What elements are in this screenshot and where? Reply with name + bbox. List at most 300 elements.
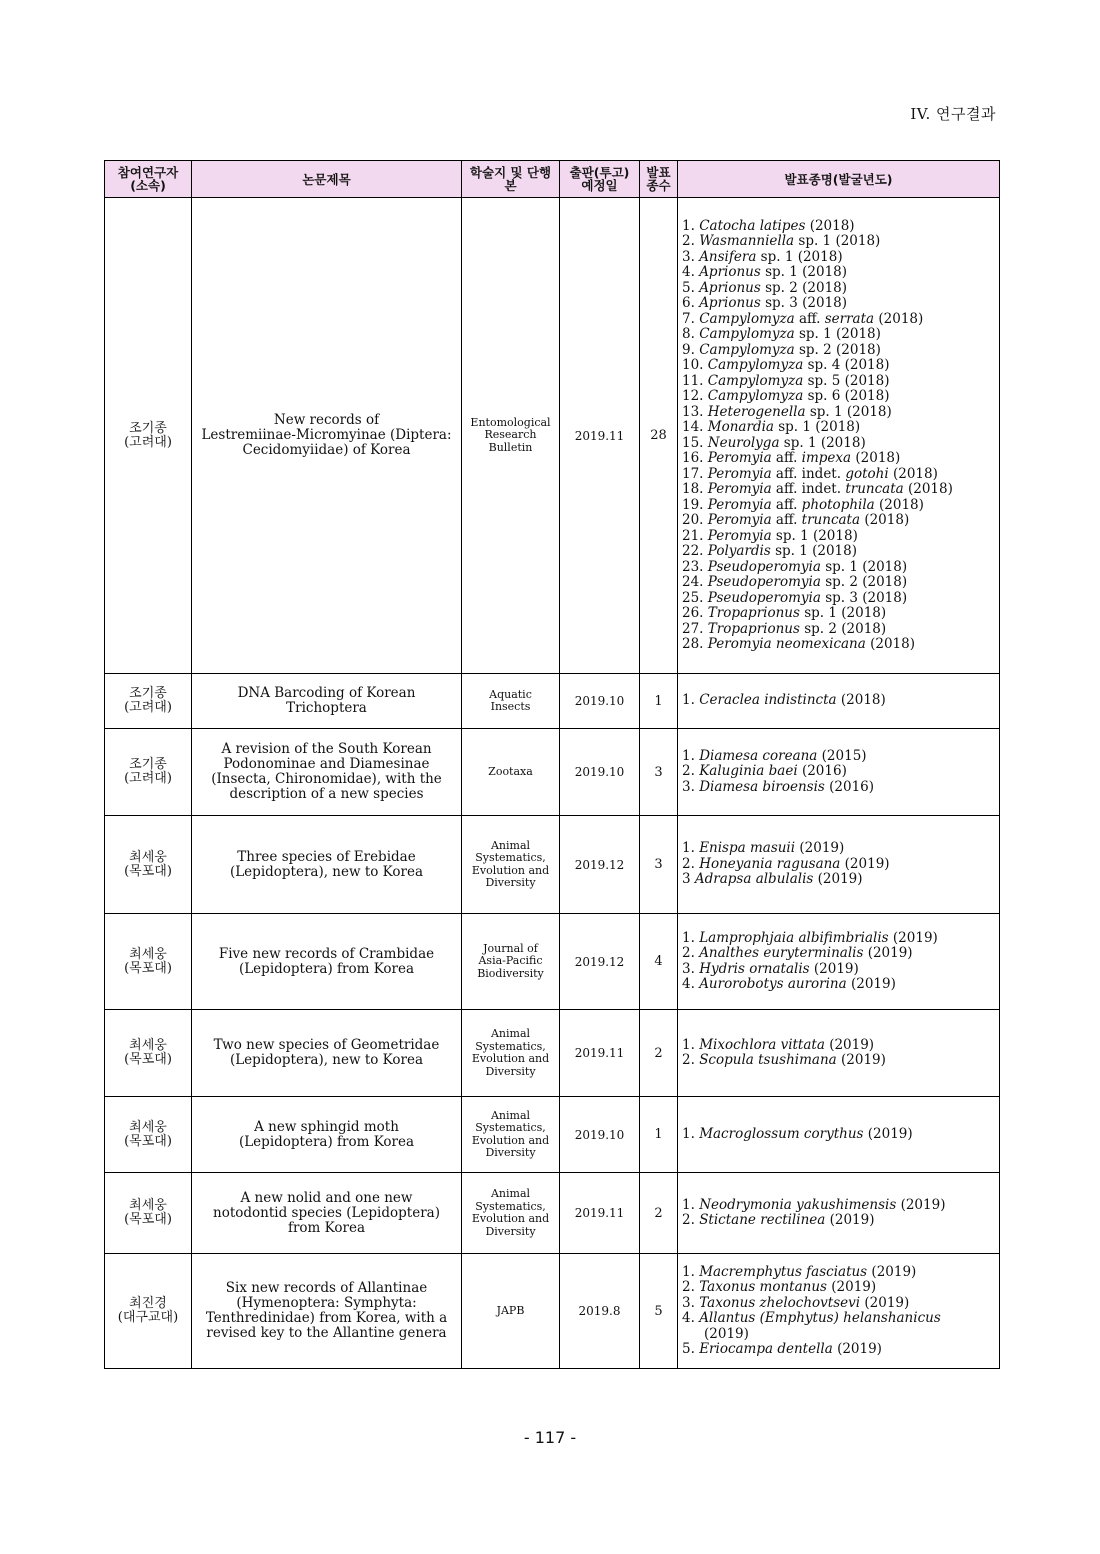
species-num: 28. (682, 636, 704, 652)
researcher-cell-line: (목포대) (124, 1212, 172, 1227)
species-suffix: sp. 1 (2018) (798, 233, 881, 249)
section-header: IV. 연구결과 (910, 105, 996, 123)
journal-cell-line: Evolution and (471, 1212, 550, 1225)
journal-cell-line: Journal of (483, 941, 538, 955)
journal-cell-line: Animal (490, 1108, 531, 1122)
publish-date-cell: 2019.11 (560, 198, 640, 674)
species-name: Aprionus (699, 295, 761, 311)
species-list-cell (678, 674, 1000, 729)
publish-date-cell: 2019.11 (560, 1173, 640, 1254)
paper-title-cell-line: A new sphingid moth (254, 1118, 399, 1135)
species-suffix: (2019) (831, 1279, 877, 1295)
species-name: Kaluginia baei (699, 763, 798, 780)
journal-cell (462, 674, 560, 729)
species-list-cell (678, 1254, 1000, 1369)
journal-cell (462, 914, 560, 1010)
publish-date-cell: 2019.12 (560, 816, 640, 914)
species-suffix: (2019) (704, 1325, 749, 1342)
species-num: 21. (682, 527, 704, 544)
journal-cell (462, 1254, 560, 1369)
species-item (682, 591, 995, 607)
species-name: Tropaprionus (707, 605, 800, 621)
species-suffix: sp. 1 (2018) (809, 403, 892, 420)
species-name: Catocha latipes (699, 217, 806, 234)
species-num: 3. (682, 248, 695, 265)
species-suffix: (2018) (907, 481, 953, 497)
species-mid: aff. indet. (775, 481, 842, 497)
researcher-cell-line: (대구교대) (117, 1310, 179, 1325)
species-item (682, 1038, 995, 1054)
researcher-cell-line: (고려대) (124, 700, 172, 715)
species-suffix: sp. 2 (2018) (825, 574, 908, 590)
table-row (105, 729, 1000, 816)
species-item (682, 374, 995, 390)
species-list-cell (678, 914, 1000, 1010)
journal-cell-line: Evolution and (471, 1133, 550, 1147)
journal-cell-line: Systematics, (475, 1039, 546, 1053)
species-name: Peromyia (707, 450, 772, 466)
species-num: 14. (682, 419, 704, 435)
journal-cell-line: Bulletin (488, 440, 533, 454)
researcher-cell (105, 816, 192, 914)
species-name: Neurolyga (707, 434, 780, 451)
species-item (682, 857, 995, 873)
species-suffix: sp. 1 (2018) (765, 264, 848, 280)
species-mid: aff. (775, 496, 798, 513)
species-item (682, 544, 995, 560)
species-num: 18. (682, 481, 704, 497)
paper-title-cell-line: (Hymenoptera: Symphyta: (236, 1295, 417, 1311)
species-count-cell: 5 (640, 1254, 678, 1369)
species-item (682, 575, 995, 591)
species-suffix: sp. 5 (2018) (807, 372, 890, 389)
column-header: 학술지 및 단행본 (462, 161, 560, 198)
species-num: 1. (682, 1196, 695, 1213)
species-item (682, 436, 995, 452)
journal-cell (462, 816, 560, 914)
column-header: 논문제목 (192, 161, 462, 198)
species-num: 3. (682, 778, 695, 795)
paper-title-cell-line: Tenthredinidae) from Korea, with a (205, 1310, 448, 1326)
species-num: 25. (682, 589, 704, 606)
paper-title-cell-line: from Korea (287, 1219, 365, 1236)
publications-table (104, 160, 1000, 1369)
species-suffix: sp. 3 (2018) (825, 589, 908, 606)
paper-title-cell (192, 729, 462, 816)
species-name: Eriocampa dentella (699, 1341, 833, 1357)
species-suffix: sp. 1 (2018) (825, 558, 908, 575)
species-name: Wasmanniella (699, 233, 795, 249)
species-name: Enispa masuii (699, 840, 796, 857)
species-mid: aff. indet. (775, 465, 842, 482)
species-suffix: (2019) (867, 945, 913, 961)
species-item (682, 296, 995, 312)
species-name: Campylomyza (707, 372, 804, 389)
species-item (682, 1053, 995, 1069)
journal-cell-line: Entomological (470, 415, 551, 429)
species-name: Scopula tsushimana (699, 1052, 837, 1068)
publish-date-cell: 2019.8 (560, 1254, 640, 1369)
researcher-cell (105, 914, 192, 1010)
species-num: 27. (682, 620, 704, 637)
table-row (105, 1010, 1000, 1097)
paper-title-cell-line: Trichoptera (286, 700, 367, 716)
species-suffix: (2018) (892, 465, 938, 482)
researcher-cell (105, 1097, 192, 1173)
species-num: 5. (682, 1341, 695, 1357)
species-num: 2. (682, 945, 695, 961)
species-suffix: sp. 2 (2018) (804, 620, 887, 637)
column-header: 출판(투고) 예정일 (560, 161, 640, 198)
species-count-cell: 2 (640, 1010, 678, 1097)
species-name: Campylomyza (707, 357, 804, 373)
species-item (682, 749, 995, 765)
researcher-cell-line: (목포대) (124, 1052, 172, 1067)
column-header: 발표종명(발굴년도) (678, 161, 1000, 198)
species-num: 24. (682, 574, 704, 590)
species-num: 26. (682, 605, 704, 621)
paper-title-cell (192, 914, 462, 1010)
paper-title-cell (192, 1173, 462, 1254)
species-num: 2. (682, 855, 695, 872)
publish-date-cell: 2019.10 (560, 729, 640, 816)
species-suffix: (2016) (801, 763, 847, 780)
species-name2: truncata (801, 512, 861, 528)
journal-cell-line: Evolution and (471, 1052, 550, 1065)
paper-title-cell-line: (Lepidoptera) from Korea (238, 1133, 415, 1150)
species-name2: gotohi (845, 465, 889, 482)
species-name: Monardia (707, 419, 774, 435)
species-item (682, 420, 995, 436)
species-suffix: sp. 1 (2018) (804, 605, 887, 621)
journal-cell-line: Diversity (485, 1064, 536, 1078)
researcher-cell-line: 조기종 (129, 420, 167, 436)
species-item (682, 343, 995, 359)
species-name: Lamprophjaia albifimbrialis (699, 929, 889, 946)
species-item (682, 872, 995, 888)
researcher-cell-line: 최진경 (129, 1296, 167, 1311)
species-suffix: (2019) (892, 929, 938, 946)
species-suffix: sp. 1 (2018) (783, 434, 866, 451)
species-name: Campylomyza (699, 326, 795, 342)
paper-title-cell-line: Three species of Erebidae (237, 848, 416, 865)
species-num: 13. (682, 403, 704, 420)
species-item (682, 1296, 995, 1312)
publish-date-cell: 2019.10 (560, 1097, 640, 1173)
paper-title-cell-line: Podonominae and Diamesinae (223, 756, 430, 772)
species-num: 17. (682, 465, 704, 482)
paper-title-cell (192, 198, 462, 674)
species-item (682, 451, 995, 467)
paper-title-cell-line: notodontid species (Lepidoptera) (213, 1204, 440, 1221)
species-num: 4. (682, 1310, 695, 1326)
species-name: Campylomyza (699, 341, 795, 358)
journal-cell-line: Zootaxa (488, 764, 533, 778)
species-suffix: sp. 1 (2018) (760, 248, 843, 265)
species-list-cell (678, 1097, 1000, 1173)
researcher-cell-line: 최세웅 (129, 1038, 167, 1053)
species-suffix: sp. 2 (2018) (798, 341, 881, 358)
species-num: 7. (682, 310, 695, 327)
species-item (682, 606, 995, 622)
journal-cell-line: Diversity (485, 1146, 536, 1159)
table-header-row (105, 161, 1000, 198)
species-count-cell: 1 (640, 674, 678, 729)
species-name: Aprionus (699, 264, 761, 280)
species-suffix: (2016) (829, 778, 875, 795)
researcher-cell (105, 1254, 192, 1369)
species-suffix: sp. 1 (2018) (775, 527, 858, 544)
paper-title-cell-line: New records of (273, 412, 380, 428)
species-item (682, 1311, 995, 1342)
species-suffix: (2018) (879, 496, 924, 513)
species-num: 16. (682, 450, 704, 466)
species-suffix: (2019) (864, 1294, 910, 1311)
journal-cell-line: Systematics, (475, 1199, 546, 1213)
species-suffix: (2018) (878, 310, 924, 327)
species-num: 2. (682, 1212, 695, 1228)
species-name: Campylomyza (699, 310, 795, 327)
species-num: 1. (682, 747, 695, 764)
paper-title-cell-line: (Insecta, Chironomidae), with the (211, 771, 442, 787)
species-item (682, 637, 995, 653)
species-num: 3. (682, 960, 695, 977)
species-suffix: sp. 3 (2018) (765, 295, 848, 311)
species-name2: impexa (801, 450, 852, 466)
column-header: 발표 종수 (640, 161, 678, 198)
researcher-cell-line: 최세웅 (129, 1198, 167, 1213)
species-list-cell (678, 1173, 1000, 1254)
page-number: - 117 - (523, 1428, 577, 1447)
species-count-cell: 2 (640, 1173, 678, 1254)
species-item (682, 780, 995, 796)
species-num: 1. (682, 1036, 695, 1053)
species-name: Pseudoperomyia (707, 589, 821, 606)
publish-date-cell: 2019.12 (560, 914, 640, 1010)
journal-cell-line: Asia-Pacific (478, 954, 543, 968)
species-suffix: (2019) (829, 1212, 875, 1228)
paper-title-cell (192, 1254, 462, 1369)
species-name: Macroglossum corythus (699, 1125, 864, 1142)
paper-title-cell (192, 1097, 462, 1173)
researcher-cell-line: (목포대) (124, 960, 172, 976)
species-item (682, 622, 995, 638)
species-name: Stictane rectilinea (699, 1212, 826, 1228)
species-name: Pseudoperomyia (707, 558, 821, 575)
species-num: 20. (682, 512, 704, 528)
species-name: Peromyia (707, 527, 772, 544)
species-name2: photophila (801, 496, 875, 513)
species-name: Neodrymonia yakushimensis (699, 1196, 897, 1213)
species-num: 23. (682, 558, 704, 575)
species-name: Peromyia (707, 481, 772, 497)
species-name: Peromyia (707, 465, 772, 482)
species-name: Pseudoperomyia (707, 574, 821, 590)
species-mid: aff. (775, 512, 798, 528)
journal-cell-line: Aquatic (489, 687, 532, 701)
species-name2: serrata (824, 310, 875, 327)
species-name: Peromyia (707, 496, 772, 513)
species-name: Macremphytus fasciatus (699, 1263, 868, 1280)
species-name: Ceraclea indistincta (699, 692, 837, 709)
species-suffix: (2018) (864, 512, 910, 528)
journal-cell-line: Animal (490, 838, 531, 852)
species-suffix: sp. 1 (2018) (775, 543, 858, 559)
column-header: 참여연구자 (소속) (105, 161, 192, 198)
species-name: Diamesa coreana (699, 747, 818, 764)
journal-cell-line: Evolution and (471, 863, 550, 877)
journal-cell-line: Diversity (485, 1224, 536, 1238)
paper-title-cell-line: (Lepidoptera), new to Korea (229, 1052, 424, 1068)
species-num: 22. (682, 543, 704, 559)
species-num: 5. (682, 279, 695, 296)
species-name: Aurorobotys aurorina (699, 976, 847, 992)
table-row (105, 1254, 1000, 1369)
species-item (682, 281, 995, 297)
paper-title-cell-line: DNA Barcoding of Korean (237, 685, 416, 701)
species-num: 2. (682, 1052, 695, 1068)
species-suffix: sp. 4 (2018) (807, 357, 890, 373)
paper-title-cell (192, 674, 462, 729)
paper-title-cell-line: Five new records of Crambidae (218, 945, 435, 962)
paper-title-cell-line: Six new records of Allantinae (225, 1280, 428, 1296)
species-num: 1. (682, 1125, 695, 1142)
species-item (682, 1213, 995, 1229)
species-suffix: (2015) (821, 747, 867, 764)
species-suffix: sp. 6 (2018) (807, 388, 890, 404)
species-item (682, 841, 995, 857)
species-list-cell (678, 198, 1000, 674)
species-item (682, 327, 995, 343)
paper-title-cell (192, 1010, 462, 1097)
species-item (682, 219, 995, 235)
species-item (682, 1127, 995, 1143)
species-num: 3 (682, 871, 691, 888)
species-name: Mixochlora vittata (699, 1036, 825, 1053)
species-num: 11. (682, 372, 704, 389)
publish-date-cell: 2019.10 (560, 674, 640, 729)
species-item (682, 693, 995, 709)
species-num: 1. (682, 692, 695, 709)
species-num: 1. (682, 840, 695, 857)
species-item (682, 1280, 995, 1296)
species-suffix: (2019) (900, 1196, 946, 1213)
species-num: 2. (682, 763, 695, 780)
species-suffix: (2018) (840, 692, 886, 709)
researcher-cell-line: 최세웅 (129, 946, 167, 962)
journal-cell-line: Systematics, (475, 1121, 546, 1134)
researcher-cell-line: 최세웅 (129, 849, 167, 865)
researcher-cell-line: 조기종 (129, 686, 167, 701)
species-count-cell: 28 (640, 198, 678, 674)
species-suffix: (2018) (870, 636, 915, 652)
species-item (682, 977, 995, 993)
researcher-cell-line: (목포대) (124, 863, 172, 879)
researcher-cell (105, 1010, 192, 1097)
species-num: 19. (682, 496, 704, 513)
species-name: Ansifera (699, 248, 757, 265)
paper-title-cell-line: (Lepidoptera), new to Korea (229, 863, 424, 880)
species-num: 4. (682, 976, 695, 992)
table-row (105, 674, 1000, 729)
publish-date-cell: 2019.11 (560, 1010, 640, 1097)
species-num: 9. (682, 341, 695, 358)
table-row (105, 198, 1000, 674)
paper-title-cell-line: Two new species of Geometridae (213, 1037, 440, 1053)
species-num: 3. (682, 1294, 695, 1311)
paper-title-cell (192, 816, 462, 914)
species-suffix: (2019) (844, 855, 890, 872)
species-item (682, 529, 995, 545)
species-count-cell: 3 (640, 816, 678, 914)
species-item (682, 405, 995, 421)
researcher-cell (105, 1173, 192, 1254)
species-mid: aff. (798, 310, 821, 327)
journal-cell-line: JAPB (496, 1303, 525, 1317)
paper-title-cell-line: (Lepidoptera) from Korea (238, 960, 415, 977)
researcher-cell-line: (고려대) (124, 434, 172, 450)
species-num: 12. (682, 388, 704, 404)
species-count-cell: 4 (640, 914, 678, 1010)
journal-cell-line: Animal (490, 1187, 531, 1200)
species-suffix: (2019) (841, 1052, 886, 1068)
species-suffix: (2019) (850, 976, 896, 992)
journal-cell (462, 1010, 560, 1097)
species-suffix: (2018) (809, 217, 855, 234)
species-suffix: (2018) (855, 450, 901, 466)
journal-cell (462, 1097, 560, 1173)
species-name: Campylomyza (707, 388, 804, 404)
species-list-cell (678, 816, 1000, 914)
species-name: Heterogenella (707, 403, 806, 420)
journal-cell-line: Systematics, (475, 851, 546, 864)
species-item (682, 962, 995, 978)
researcher-cell-line: 최세웅 (129, 1119, 167, 1135)
species-name: Hydris ornatalis (699, 960, 810, 977)
species-item (682, 234, 995, 250)
table-body (105, 198, 1000, 1369)
species-name: Peromyia neomexicana (707, 636, 866, 652)
researcher-cell (105, 729, 192, 816)
species-item (682, 250, 995, 266)
species-count-cell: 1 (640, 1097, 678, 1173)
species-item (682, 312, 995, 328)
species-item (682, 1342, 995, 1358)
species-name: Adrapsa albulalis (694, 871, 814, 888)
species-num: 1. (682, 1263, 695, 1280)
journal-cell (462, 729, 560, 816)
species-suffix: sp. 1 (2018) (778, 419, 861, 435)
table-row (105, 816, 1000, 914)
species-item (682, 265, 995, 281)
journal-cell-line: Biodiversity (477, 966, 544, 980)
table-row (105, 1097, 1000, 1173)
species-suffix: (2019) (837, 1341, 882, 1357)
species-name: Diamesa biroensis (699, 778, 825, 795)
species-name: Polyardis (707, 543, 771, 559)
species-list-cell (678, 729, 1000, 816)
species-num: 1. (682, 929, 695, 946)
species-item (682, 931, 995, 947)
journal-cell-line: Research (484, 428, 537, 442)
table-row (105, 914, 1000, 1010)
researcher-cell (105, 674, 192, 729)
species-suffix: (2019) (799, 840, 845, 857)
journal-cell (462, 1173, 560, 1254)
species-num: 6. (682, 295, 695, 311)
researcher-cell (105, 198, 192, 674)
species-item (682, 513, 995, 529)
